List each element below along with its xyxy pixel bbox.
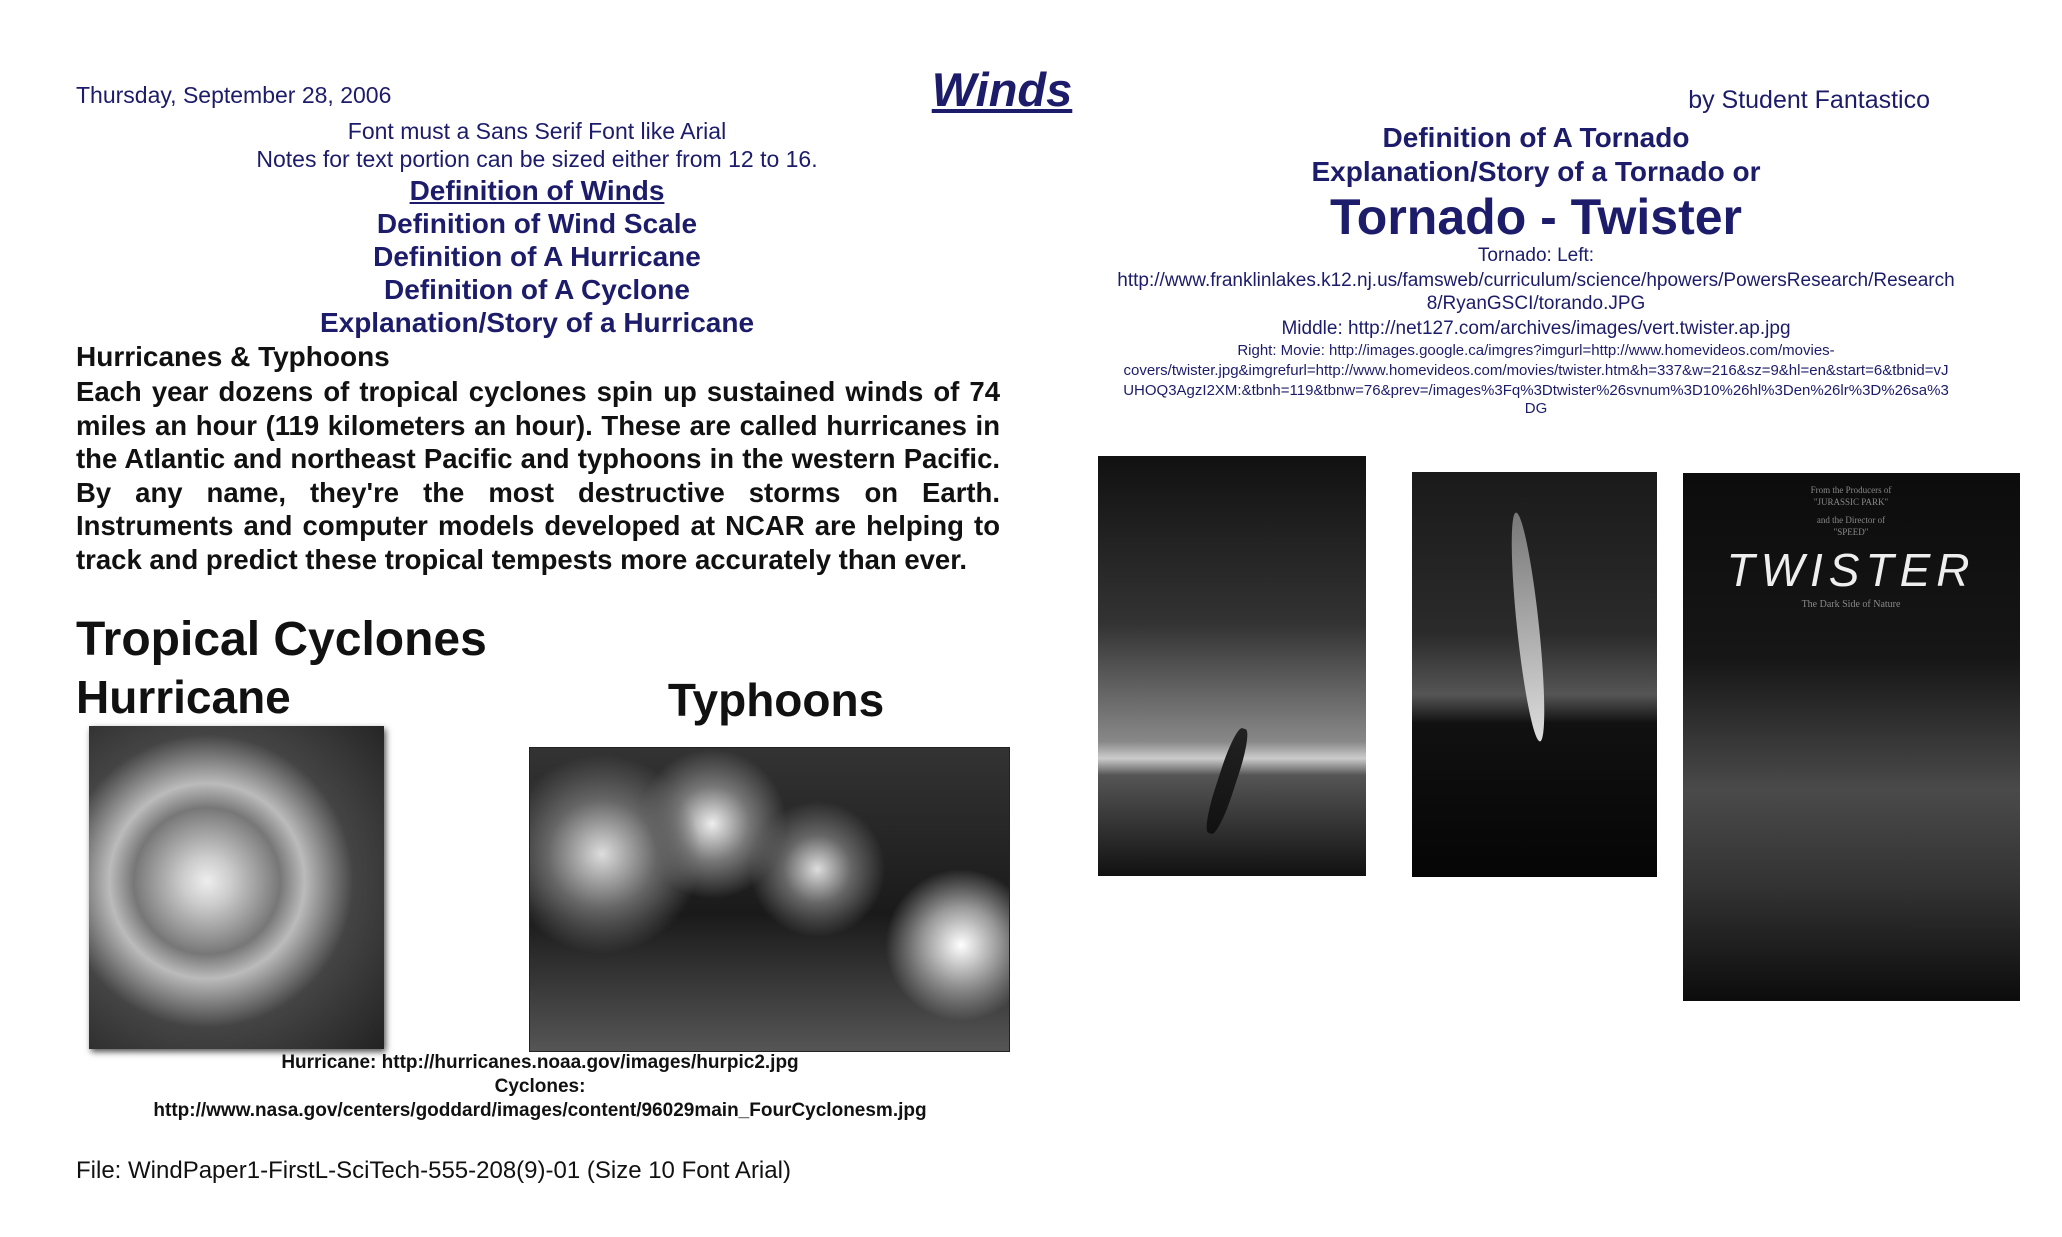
source-left-label: Tornado: Left: bbox=[1477, 245, 1595, 266]
source-middle: Middle: http://net127.com/archives/images/vert.twister.ap.jpg bbox=[1281, 318, 1791, 339]
heading-cyclone: Definition of A Cyclone bbox=[384, 274, 690, 305]
caption-hurricane: Hurricane: http://hurricanes.noaa.gov/images/hurpic2.jpg bbox=[281, 1052, 799, 1073]
poster-line-3: and the Director of bbox=[1816, 515, 1886, 525]
caption-cyclones-label: Cyclones: bbox=[494, 1076, 586, 1097]
file-line: File: WindPaper1-FirstL-SciTech-555-208(9)-01 (Size 10 Font Arial) bbox=[76, 1157, 791, 1184]
heading-explanation-hurricane: Explanation/Story of a Hurricane bbox=[319, 307, 755, 338]
typhoons-label: Typhoons bbox=[667, 674, 885, 726]
source-left-url-2: 8/RyanGSCI/torando.JPG bbox=[1426, 293, 1646, 314]
heading-wind-scale: Definition of Wind Scale bbox=[376, 208, 698, 239]
poster-line-2: "JURASSIC PARK" bbox=[1813, 497, 1889, 507]
poster-line-4: "SPEED" bbox=[1833, 527, 1869, 537]
hurricane-label: Hurricane bbox=[76, 671, 291, 723]
source-right-2: covers/twister.jpg&imgrefurl=http://www.homevideos.com/movies/twister.htm&h=337&w=216&sz=9&hl=en&start=6&tbnid=vJ bbox=[1123, 362, 1949, 379]
body-paragraph: Each year dozens of tropical cyclones spin up sustained winds of 74 miles an hour (119 kilometers an hour). These are called hurricanes in the Atlantic and northeast Pacific and typhoons in the western Pacific. By any name, they're the most destructive storms on Earth. Instruments and computer models developed at NCAR are helping to track and predict these tropical tempests more accurately than ever. bbox=[76, 376, 1000, 575]
typhoons-satellite-image bbox=[529, 747, 1010, 1052]
note-1: Font must a Sans Serif Font like Arial bbox=[347, 118, 727, 144]
author: by Student Fantastico bbox=[1688, 86, 1930, 114]
page-title: Winds bbox=[931, 63, 1073, 116]
source-right-1: Right: Movie: http://images.google.ca/imgres?imgurl=http://www.homevideos.com/movies- bbox=[1237, 342, 1835, 359]
caption-cyclones-url: http://www.nasa.gov/centers/goddard/images/content/96029main_FourCyclonesm.jpg bbox=[153, 1100, 927, 1121]
poster-tagline: The Dark Side of Nature bbox=[1801, 599, 1901, 610]
tornado-funnel bbox=[1505, 511, 1551, 742]
note-2: Notes for text portion can be sized either from 12 to 16. bbox=[256, 146, 818, 172]
poster-line-1: From the Producers of bbox=[1810, 485, 1892, 495]
source-right-3: UHOQ3AgzI2XM:&tbnh=119&tbnw=76&prev=/images%3Fq%3Dtwister%26svnum%3D10%26hl%3Den%26lr%3D%26sa%3 bbox=[1123, 382, 1949, 399]
date: Thursday, September 28, 2006 bbox=[76, 82, 392, 108]
heading-hurricane: Definition of A Hurricane bbox=[373, 241, 701, 272]
tornado-left-image bbox=[1098, 456, 1366, 876]
poster-title: TWISTER bbox=[1726, 544, 1976, 596]
heading-definition-tornado: Definition of A Tornado bbox=[1382, 122, 1690, 153]
source-left-url-1: http://www.franklinlakes.k12.nj.us/famsweb/curriculum/science/hpowers/PowersResearch/Research bbox=[1117, 270, 1955, 291]
tornado-title: Tornado - Twister bbox=[1329, 189, 1743, 245]
heading-explanation-tornado: Explanation/Story of a Tornado or bbox=[1311, 156, 1761, 187]
tropical-cyclones-title: Tropical Cyclones bbox=[76, 613, 487, 666]
tornado-middle-image bbox=[1412, 472, 1657, 877]
twister-movie-poster bbox=[1683, 473, 2020, 1001]
funnel-cloud bbox=[1201, 726, 1252, 836]
source-right-4: DG bbox=[1524, 400, 1548, 417]
heading-definition-winds: Definition of Winds bbox=[409, 175, 665, 206]
section-title: Hurricanes & Typhoons bbox=[76, 341, 390, 372]
hurricane-satellite-image bbox=[89, 726, 384, 1049]
